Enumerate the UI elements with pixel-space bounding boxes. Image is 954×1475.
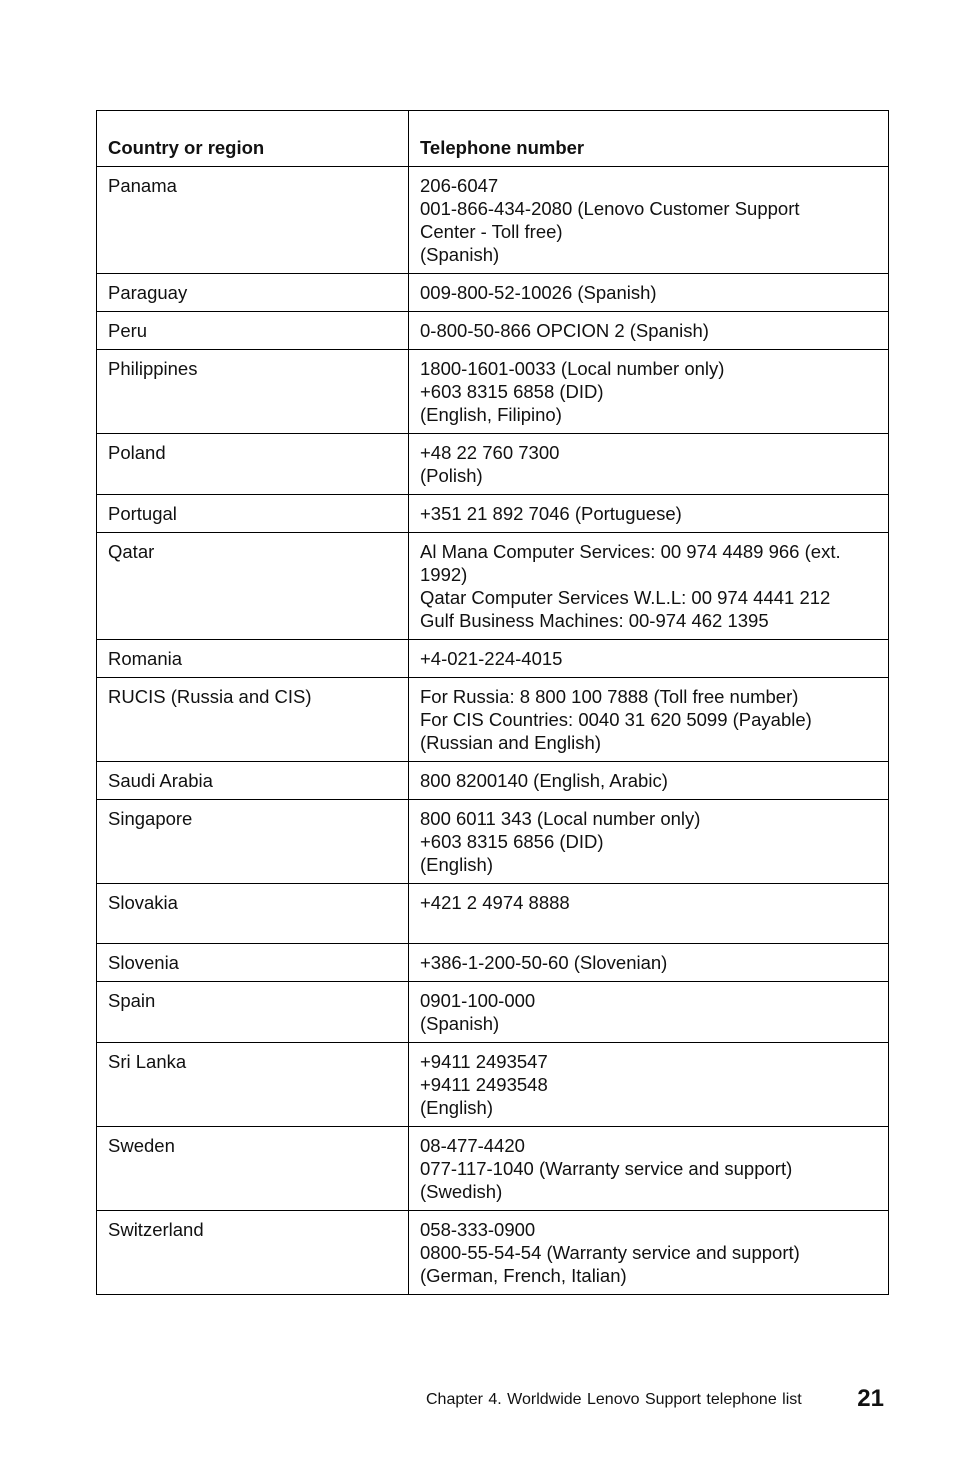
table-row xyxy=(97,1127,889,1211)
table-row xyxy=(97,167,889,274)
phone-cell xyxy=(409,167,889,274)
phone-cell xyxy=(409,312,889,350)
phone-line: (Swedish) xyxy=(420,1181,503,1202)
table-row xyxy=(97,1211,889,1295)
phone-line: (Polish) xyxy=(420,465,483,486)
table-row xyxy=(97,1043,889,1127)
phone-line: (Spanish) xyxy=(420,1013,500,1034)
phone-line: +603 8315 6858 (DID) xyxy=(420,381,604,402)
phone-line: 800 8200140 (English, Arabic) xyxy=(420,770,668,791)
country-cell: Qatar xyxy=(97,533,409,640)
telephone-table xyxy=(96,110,889,1295)
phone-line: (Russian and English) xyxy=(420,732,601,753)
country-cell: Peru xyxy=(97,312,409,350)
table-row xyxy=(97,533,889,640)
table-row xyxy=(97,800,889,884)
phone-cell xyxy=(409,533,889,640)
country-cell: Poland xyxy=(97,434,409,495)
table-row xyxy=(97,762,889,800)
phone-line: (German, French, Italian) xyxy=(420,1265,627,1286)
table-row xyxy=(97,434,889,495)
phone-line: (Spanish) xyxy=(420,244,500,265)
table-row xyxy=(97,312,889,350)
phone-line: 800 6011 343 (Local number only) xyxy=(420,808,701,829)
phone-line: 1992) xyxy=(420,564,468,585)
phone-cell xyxy=(409,495,889,533)
country-cell: Singapore xyxy=(97,800,409,884)
table-row xyxy=(97,495,889,533)
phone-cell xyxy=(409,1127,889,1211)
phone-line: (English) xyxy=(420,854,493,875)
country-cell: Panama xyxy=(97,167,409,274)
table-row xyxy=(97,678,889,762)
phone-line: +603 8315 6856 (DID) xyxy=(420,831,604,852)
chapter-title: Chapter 4. Worldwide Lenovo Support telephone list xyxy=(426,1391,802,1408)
country-cell: RUCIS (Russia and CIS) xyxy=(97,678,409,762)
page-number: 21 xyxy=(857,1385,884,1412)
phone-cell xyxy=(409,1043,889,1127)
country-cell: Romania xyxy=(97,640,409,678)
country-cell: Sri Lanka xyxy=(97,1043,409,1127)
phone-cell xyxy=(409,944,889,982)
phone-line: +9411 2493548 xyxy=(420,1074,548,1095)
country-cell: Switzerland xyxy=(97,1211,409,1295)
phone-line: 058-333-0900 xyxy=(420,1219,536,1240)
phone-line: +351 21 892 7046 (Portuguese) xyxy=(420,503,682,524)
phone-cell xyxy=(409,274,889,312)
phone-line: Gulf Business Machines: 00-974 462 1395 xyxy=(420,610,769,631)
phone-cell xyxy=(409,762,889,800)
phone-line: +421 2 4974 8888 xyxy=(420,892,570,913)
phone-line: 0901-100-000 xyxy=(420,990,536,1011)
phone-cell xyxy=(409,350,889,434)
table-row xyxy=(97,944,889,982)
phone-line: +48 22 760 7300 xyxy=(420,442,560,463)
country-cell: Sweden xyxy=(97,1127,409,1211)
phone-line: (English) xyxy=(420,1097,493,1118)
phone-line: +4-021-224-4015 xyxy=(420,648,563,669)
phone-line: For Russia: 8 800 100 7888 (Toll free number) xyxy=(420,686,799,707)
phone-cell xyxy=(409,800,889,884)
phone-line: 206-6047 xyxy=(420,175,499,196)
phone-cell xyxy=(409,982,889,1043)
country-cell: Slovenia xyxy=(97,944,409,982)
phone-line: 077-117-1040 (Warranty service and support) xyxy=(420,1158,793,1179)
phone-line: Center - Toll free) xyxy=(420,221,563,242)
table-header-row xyxy=(97,111,889,167)
phone-line: 0-800-50-866 OPCION 2 (Spanish) xyxy=(420,320,709,341)
phone-cell xyxy=(409,640,889,678)
table-row xyxy=(97,274,889,312)
phone-line: 0800-55-54-54 (Warranty service and support) xyxy=(420,1242,800,1263)
phone-cell xyxy=(409,434,889,495)
phone-line: Al Mana Computer Services: 00 974 4489 966 (ext. xyxy=(420,541,841,562)
page-footer xyxy=(426,1385,888,1415)
table-row xyxy=(97,640,889,678)
phone-line: 009-800-52-10026 (Spanish) xyxy=(420,282,657,303)
table-row xyxy=(97,884,889,944)
phone-line: +9411 2493547 xyxy=(420,1051,548,1072)
phone-line: (English, Filipino) xyxy=(420,404,562,425)
phone-cell xyxy=(409,1211,889,1295)
country-cell: Portugal xyxy=(97,495,409,533)
country-cell: Saudi Arabia xyxy=(97,762,409,800)
header-telephone: Telephone number xyxy=(409,111,889,167)
phone-line: 08-477-4420 xyxy=(420,1135,525,1156)
country-cell: Slovakia xyxy=(97,884,409,944)
country-cell: Spain xyxy=(97,982,409,1043)
phone-cell xyxy=(409,678,889,762)
country-cell: Paraguay xyxy=(97,274,409,312)
phone-cell xyxy=(409,884,889,944)
phone-line: +386-1-200-50-60 (Slovenian) xyxy=(420,952,668,973)
phone-line: 001-866-434-2080 (Lenovo Customer Support xyxy=(420,198,800,219)
header-country: Country or region xyxy=(97,111,409,167)
country-cell: Philippines xyxy=(97,350,409,434)
phone-line: 1800-1601-0033 (Local number only) xyxy=(420,358,725,379)
table-row xyxy=(97,350,889,434)
phone-line: Qatar Computer Services W.L.L: 00 974 4441 212 xyxy=(420,587,831,608)
phone-line: For CIS Countries: 0040 31 620 5099 (Payable) xyxy=(420,709,812,730)
table-row xyxy=(97,982,889,1043)
